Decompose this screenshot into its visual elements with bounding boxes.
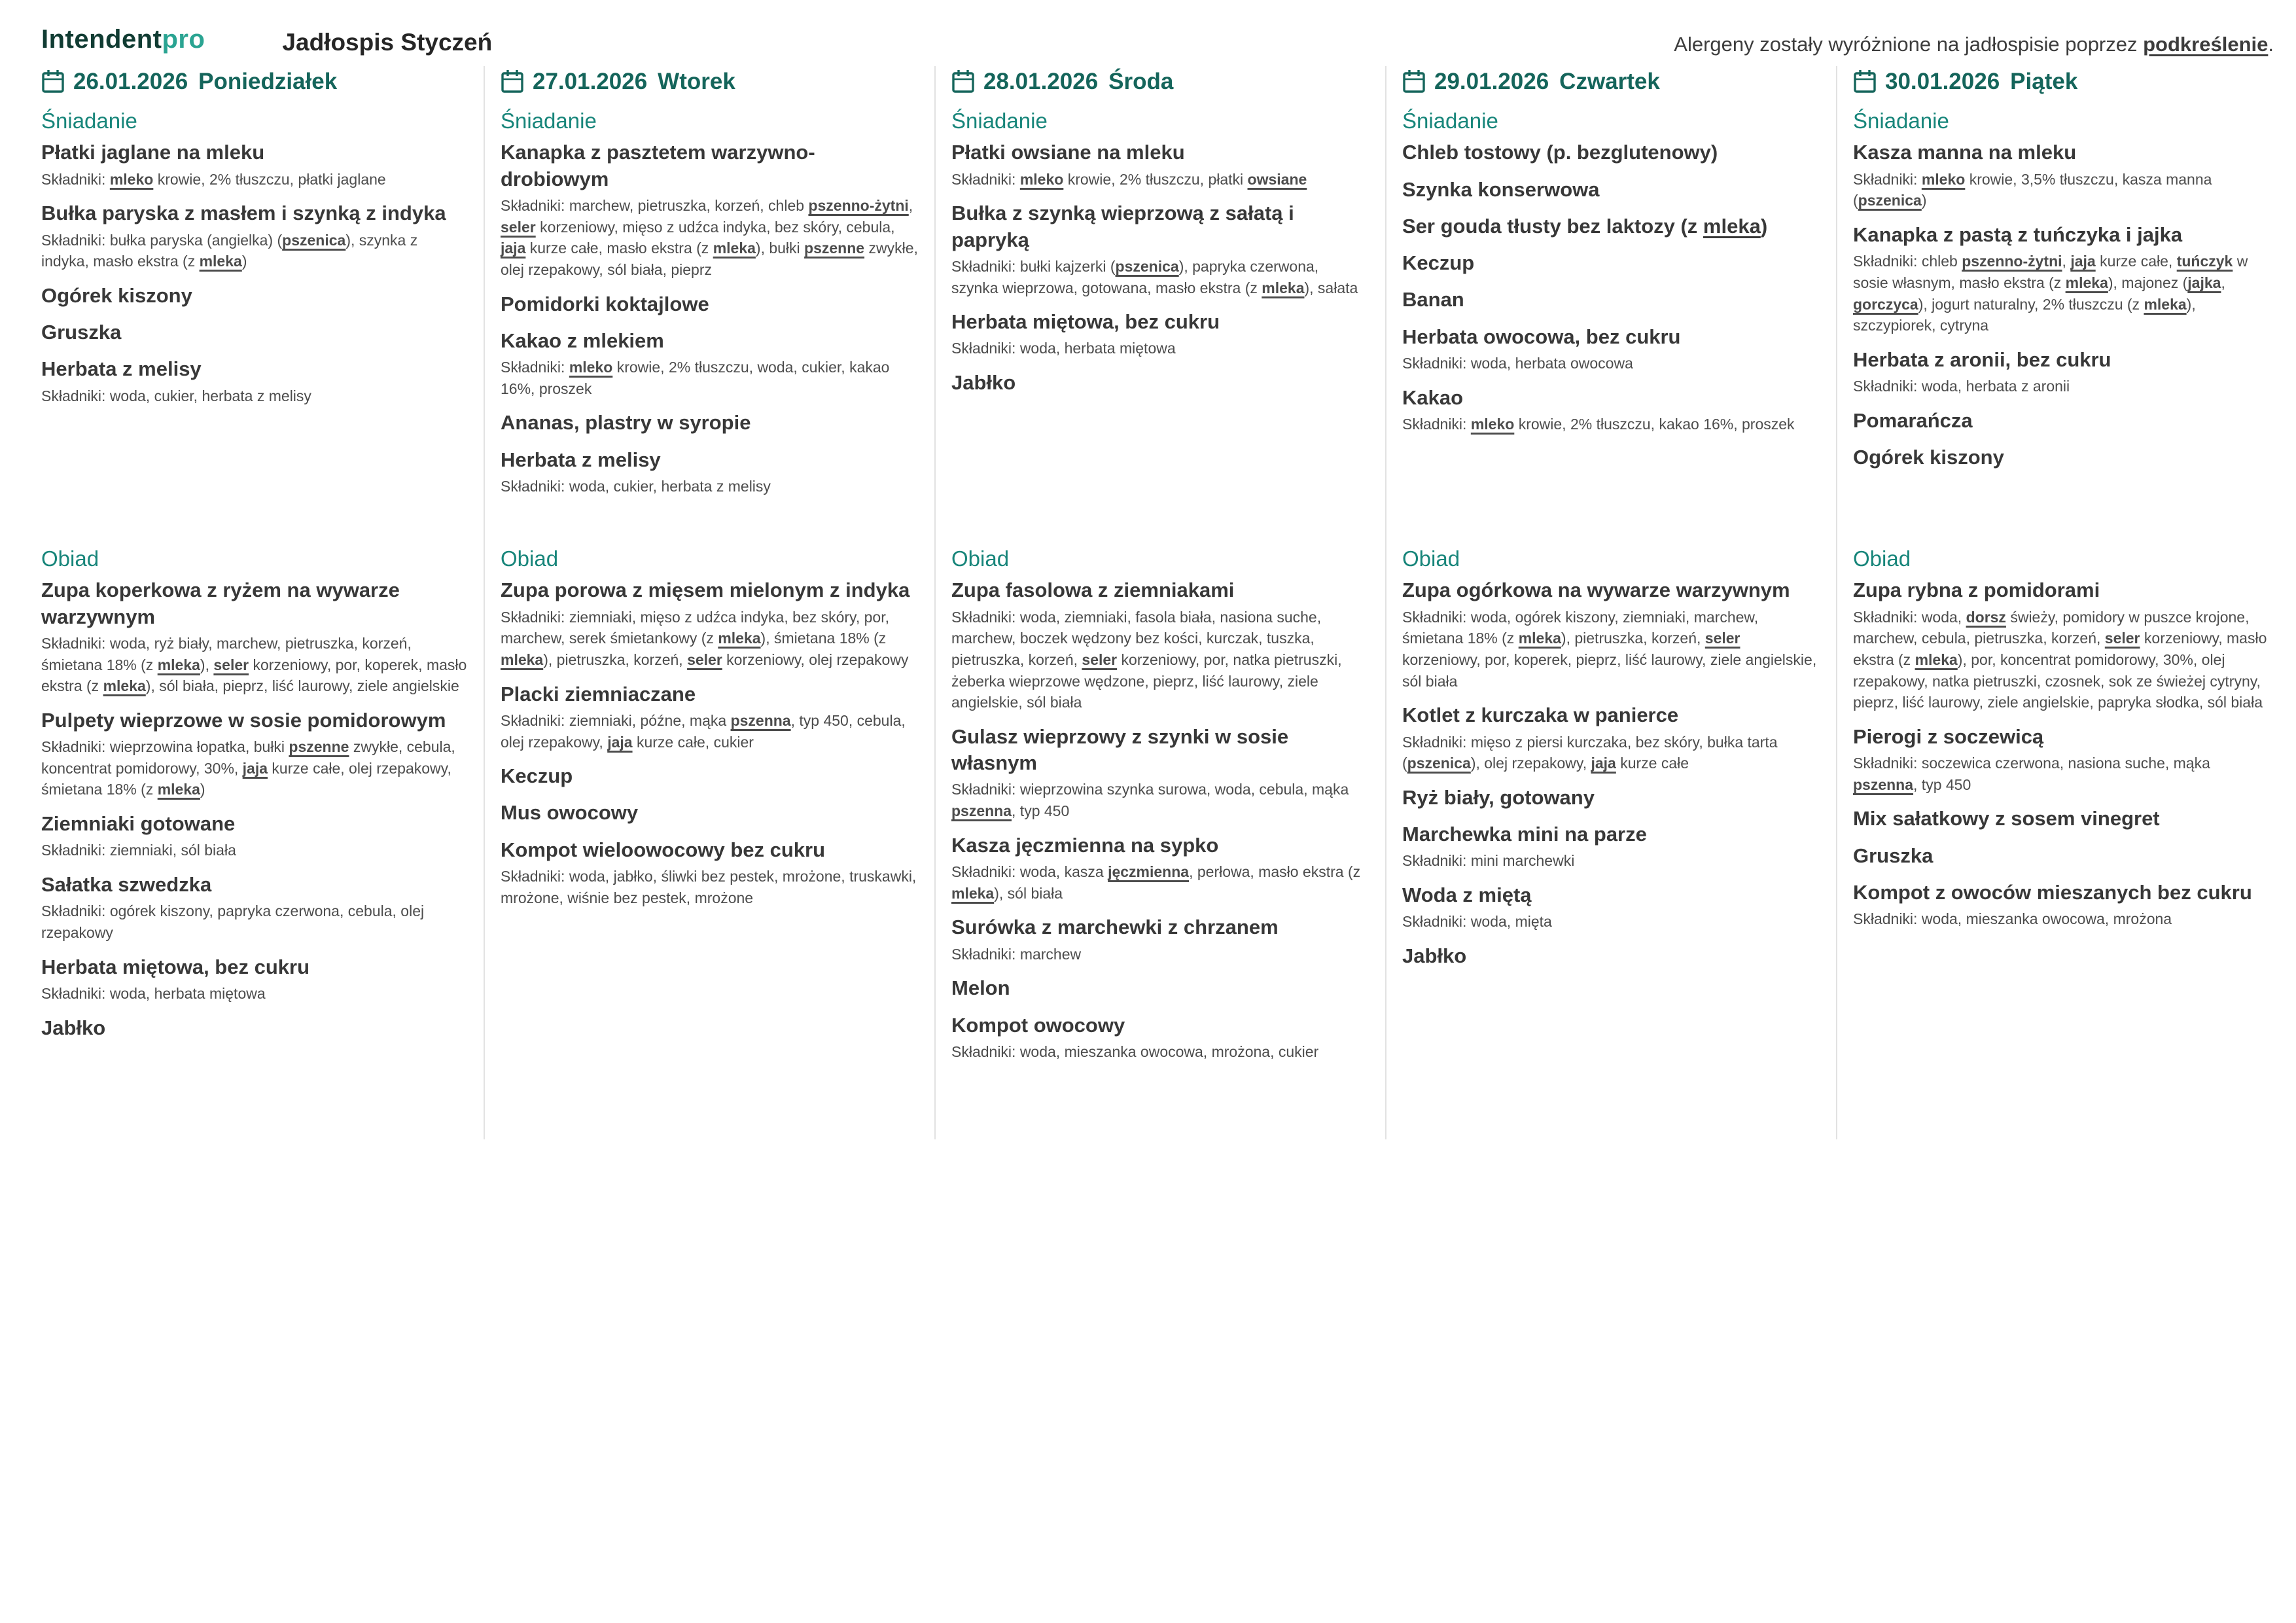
menu-item-name: Jabłko — [951, 371, 1016, 395]
allergen-term: mleka — [718, 630, 761, 647]
day-weekday: Czwartek — [1559, 68, 1660, 94]
menu-item-name: Pomidorki koktajlowe — [501, 292, 709, 315]
meal-section-sniadanie — [501, 109, 919, 531]
allergen-term: pszenne — [289, 738, 349, 756]
allergen-term: pszenica — [1858, 192, 1922, 209]
menu-item-ingredients: Składniki: woda, herbata z aronii — [1853, 378, 2070, 395]
menu-item-ingredients: Składniki: ziemniaki, sól biała — [41, 842, 236, 859]
menu-item-ingredients: Składniki: woda, cukier, herbata z melisy — [41, 387, 311, 404]
meal-section-title: Obiad — [41, 546, 99, 571]
day-column — [934, 66, 1385, 1139]
menu-item-name: Bułka z szynką wieprzową z sałatą i papryką — [951, 202, 1294, 251]
menu-item — [501, 681, 919, 753]
menu-item-name: Keczup — [1402, 251, 1475, 275]
menu-item — [951, 914, 1369, 965]
allergen-note-prefix: Alergeny zostały wyróżnione na jadłospisie poprzez — [1674, 33, 2144, 56]
menu-item-ingredients: Składniki: ziemniaki, mięso z udźca indyka, bez skóry, por, marchew, serek śmietankowy (z mleka), śmietana 18% (z mleka), pietruszka, korzeń, seler korzeniowy, olej rzepakowy — [501, 608, 909, 668]
meal-section-obiad — [1853, 547, 2271, 930]
menu-item-name: Płatki jaglane na mleku — [41, 141, 265, 164]
menu-item — [1853, 843, 2271, 869]
menu-item-name: Ziemniaki gotowane — [41, 812, 236, 836]
menu-item-name: Herbata miętowa, bez cukru — [951, 310, 1220, 334]
allergen-note-highlight: podkreślenie — [2143, 33, 2269, 56]
allergen-term: gorczyca — [1853, 295, 1918, 313]
menu-item-name: Chleb tostowy (p. bezglutenowy) — [1402, 141, 1718, 164]
calendar-icon — [501, 69, 524, 94]
menu-item-ingredients: Składniki: woda, ryż biały, marchew, pietruszka, korzeń, śmietana 18% (z mleka), seler korzeniowy, por, koperek, masło ekstra (z mleka), sól biała, pieprz, liść laurowy, ziele angielskie — [41, 634, 467, 695]
menu-item — [501, 139, 919, 280]
menu-item — [1402, 213, 1820, 240]
menu-item-name: Ogórek kiszony — [41, 283, 192, 307]
day-date: 28.01.2026 — [983, 68, 1099, 94]
menu-item — [1853, 347, 2271, 397]
menu-item-name: Jabłko — [1402, 944, 1467, 968]
allergen-term: mleko — [1019, 170, 1064, 188]
allergen-term: seler — [501, 218, 536, 236]
allergen-term: jaja — [501, 240, 526, 257]
allergen-term: mleko — [569, 359, 613, 376]
menu-item — [1402, 324, 1820, 374]
menu-item-name: Kakao — [1402, 385, 1464, 409]
day-column — [484, 66, 934, 1139]
menu-item-name: Gruszka — [41, 321, 122, 344]
menu-item-name: Surówka z marchewki z chrzanem — [951, 916, 1279, 939]
meal-section-obiad — [1402, 547, 1820, 969]
menu-item — [41, 319, 468, 346]
menu-item — [1853, 880, 2271, 930]
menu-item-ingredients: Składniki: wieprzowina łopatka, bułki pszenne zwykłe, cebula, koncentrat pomidorowy, 30%, jaja kurze całe, olej rzepakowy, śmietana 18% (z mleka) — [41, 738, 455, 798]
menu-item — [951, 724, 1369, 822]
menu-item-name: Ananas, plastry w syropie — [501, 411, 751, 435]
menu-item-ingredients: Składniki: woda, herbata miętowa — [41, 984, 266, 1002]
meal-section-title: Obiad — [1853, 546, 1911, 571]
day-date: 26.01.2026 — [73, 68, 188, 94]
menu-item — [501, 447, 919, 497]
allergen-term: mleka — [2144, 295, 2187, 313]
menu-item-name: Pomarańcza — [1853, 408, 1973, 432]
menu-item-ingredients: Składniki: woda, herbata miętowa — [951, 340, 1176, 357]
menu-item-ingredients: Składniki: woda, ogórek kiszony, ziemniaki, marchew, śmietana 18% (z mleka), pietruszka, korzeń, seler korzeniowy, por, koperek, pieprz, liść laurowy, ziele angielskie, sól biała — [1402, 608, 1817, 690]
allergen-term: mleka — [103, 677, 146, 695]
menu-item-ingredients: Składniki: mleko krowie, 2% tłuszczu, kakao 16%, proszek — [1402, 416, 1795, 433]
menu-item — [951, 577, 1369, 713]
allergen-term: pszenna — [730, 711, 791, 729]
menu-item-ingredients: Składniki: ziemniaki, późne, mąka pszenna, typ 450, cebula, olej rzepakowy, jaja kurze całe, cukier — [501, 711, 906, 751]
menu-item-name: Sałatka szwedzka — [41, 873, 212, 897]
menu-item-name: Pulpety wieprzowe w sosie pomidorowym — [41, 708, 446, 732]
allergen-term: jaja — [242, 759, 268, 777]
meal-section-title: Śniadanie — [951, 109, 1048, 133]
allergen-term: seler — [213, 656, 249, 673]
menu-item — [1853, 444, 2271, 471]
menu-grid — [0, 66, 2296, 1139]
allergen-term: seler — [687, 651, 722, 668]
menu-item-ingredients: Składniki: mini marchewki — [1402, 852, 1575, 870]
day-date: 29.01.2026 — [1434, 68, 1549, 94]
menu-item-ingredients: Składniki: bułki kajzerki (pszenica), papryka czerwona, szynka wieprzowa, gotowana, masło ekstra (z mleka), sałata — [951, 257, 1358, 296]
menu-item — [1402, 577, 1820, 692]
menu-item — [41, 356, 468, 406]
menu-item-name: Gruszka — [1853, 844, 1934, 867]
allergen-term: mleka — [1703, 214, 1761, 238]
allergen-term: mleka — [1915, 651, 1958, 668]
allergen-term: owsiane — [1247, 170, 1307, 188]
day-weekday: Środa — [1108, 68, 1174, 94]
menu-item-ingredients: Składniki: chleb pszenno-żytni, jaja kurze całe, tuńczyk w sosie własnym, masło ekstra (z mleka), majonez (jajka, gorczyca), jogurt naturalny, 2% tłuszczu (z mleka), szczypiorek, cytryna — [1853, 253, 2248, 334]
allergen-term: seler — [2104, 630, 2140, 647]
menu-item — [41, 811, 468, 861]
allergen-term: seler — [1704, 630, 1740, 647]
menu-item — [1402, 943, 1820, 969]
menu-item-name: Szynka konserwowa — [1402, 177, 1600, 201]
allergen-term: dorsz — [1966, 608, 2006, 626]
allergen-term: pszenno-żytni — [1962, 253, 2062, 270]
menu-item — [41, 577, 468, 697]
day-weekday: Poniedziałek — [198, 68, 338, 94]
allergen-note — [1674, 34, 2274, 54]
menu-item-name: Mix sałatkowy z sosem vinegret — [1853, 807, 2160, 830]
menu-item — [41, 200, 468, 272]
menu-item-name: Kakao z mlekiem — [501, 329, 664, 352]
menu-item-ingredients: Składniki: bułka paryska (angielka) (pszenica), szynka z indyka, masło ekstra (z mleka) — [41, 231, 418, 270]
calendar-icon — [951, 69, 975, 94]
menu-item — [501, 291, 919, 317]
menu-item — [1402, 139, 1820, 166]
allergen-term: jaja — [2070, 253, 2096, 270]
allergen-term: pszenica — [1407, 755, 1471, 772]
menu-item — [1402, 250, 1820, 276]
menu-item-name: Ryż biały, gotowany — [1402, 785, 1595, 809]
menu-item — [1402, 821, 1820, 872]
day-header — [501, 69, 919, 94]
meal-section-sniadanie — [1853, 109, 2271, 531]
menu-item-ingredients: Składniki: mleko krowie, 2% tłuszczu, płatki owsiane — [951, 170, 1307, 188]
meal-section-title: Obiad — [1402, 546, 1460, 571]
allergen-term: pszenne — [804, 240, 865, 257]
allergen-term: mleka — [713, 240, 756, 257]
meal-section-obiad — [501, 547, 919, 908]
menu-item-ingredients: Składniki: woda, mieszanka owocowa, mrożona — [1853, 910, 2172, 928]
menu-item — [1853, 806, 2271, 832]
menu-item-name: Herbata z aronii, bez cukru — [1853, 348, 2111, 371]
menu-item-name: Kompot owocowy — [951, 1013, 1125, 1037]
menu-item-name: Zupa rybna z pomidorami — [1853, 579, 2100, 602]
menu-item-name: Melon — [951, 976, 1010, 1000]
meal-section-title: Śniadanie — [41, 109, 137, 133]
menu-item-name: Herbata z melisy — [501, 448, 661, 471]
menu-item-ingredients: Składniki: woda, jabłko, śliwki bez pestek, mrożone, truskawki, mrożone, wiśnie bez pestek, mrożone — [501, 868, 917, 906]
day-weekday: Piątek — [2010, 68, 2078, 94]
allergen-term: mleka — [2065, 274, 2108, 291]
allergen-term: tuńczyk — [2176, 253, 2233, 270]
menu-item — [1402, 385, 1820, 435]
menu-item-name: Woda z miętą — [1402, 883, 1532, 907]
menu-item-name: Jabłko — [41, 1016, 106, 1039]
app-logo-primary: Intendent — [41, 25, 162, 54]
menu-item — [951, 309, 1369, 359]
meal-section-title: Obiad — [951, 546, 1010, 571]
menu-item — [41, 707, 468, 800]
allergen-term: pszenna — [951, 802, 1012, 820]
menu-item-name: Banan — [1402, 288, 1464, 312]
allergen-term: jaja — [607, 733, 633, 751]
menu-item — [1853, 724, 2271, 796]
menu-item-name: Zupa koperkowa z ryżem na wywarze warzywnym — [41, 579, 400, 628]
meal-section-obiad — [41, 547, 468, 1041]
allergen-term: pszenno-żytni — [808, 196, 909, 214]
allergen-term: mleka — [951, 884, 995, 902]
menu-item-name: Kompot wieloowocowy bez cukru — [501, 838, 826, 861]
menu-item — [501, 837, 919, 909]
page-title: Jadłospis Styczeń — [282, 29, 493, 56]
allergen-term: pszenna — [1853, 776, 1914, 793]
menu-item — [501, 328, 919, 400]
allergen-term: seler — [1082, 651, 1118, 668]
menu-item-ingredients: Składniki: woda, kasza jęczmienna, perłowa, masło ekstra (z mleka), sól biała — [951, 863, 1361, 902]
day-column — [1836, 66, 2287, 1139]
meal-section-title: Śniadanie — [501, 109, 597, 133]
menu-item-ingredients: Składniki: woda, mięta — [1402, 913, 1552, 931]
allergen-term: mleko — [1470, 416, 1515, 433]
menu-item-ingredients: Składniki: mleko krowie, 3,5% tłuszczu, kasza manna (pszenica) — [1853, 170, 2212, 209]
allergen-term: mleka — [1262, 279, 1305, 296]
allergen-term: mleka — [157, 656, 200, 673]
day-header — [951, 69, 1369, 94]
menu-item-name: Zupa porowa z mięsem mielonym z indyka — [501, 579, 910, 602]
allergen-term: mleko — [109, 170, 154, 188]
meal-section-title: Śniadanie — [1402, 109, 1498, 133]
day-header — [1853, 69, 2271, 94]
allergen-note-suffix: . — [2268, 33, 2274, 56]
menu-item-name: Kasza jęczmienna na sypko — [951, 833, 1219, 857]
menu-item — [41, 872, 468, 944]
allergen-term: jęczmienna — [1108, 863, 1190, 881]
menu-item-name: Kanapka z pasztetem warzywno-drobiowym — [501, 141, 815, 190]
menu-item-ingredients: Składniki: woda, herbata owocowa — [1402, 355, 1633, 372]
meal-section-sniadanie — [1402, 109, 1820, 531]
menu-item — [1402, 785, 1820, 811]
day-date: 27.01.2026 — [533, 68, 648, 94]
menu-item — [501, 800, 919, 826]
menu-item — [1402, 882, 1820, 933]
meal-section-obiad — [951, 547, 1369, 1063]
calendar-icon — [1402, 69, 1426, 94]
allergen-term: mleka — [1518, 630, 1561, 647]
menu-item — [41, 954, 468, 1005]
menu-item — [41, 1015, 468, 1041]
menu-item-name: Gulasz wieprzowy z szynki w sosie własnym — [951, 724, 1289, 775]
day-column — [1385, 66, 1836, 1139]
menu-item — [1853, 139, 2271, 211]
menu-item-ingredients: Składniki: woda, ziemniaki, fasola biała, nasiona suche, marchew, boczek wędzony bez kości, kurczak, tuszka, pietruszka, korzeń, seler korzeniowy, por, natka pietruszki, żeberka wieprzowe wędzone, pieprz, liść laurowy, ziele angielskie, sól biała — [951, 608, 1342, 711]
menu-item-name: Zupa fasolowa z ziemniakami — [951, 579, 1235, 602]
day-header — [41, 69, 468, 94]
menu-item-ingredients: Składniki: woda, dorsz świeży, pomidory w puszce krojone, marchew, cebula, pietruszka, korzeń, seler korzeniowy, masło ekstra (z mleka), por, koncentrat pomidorowy, 30%, olej rzepakowy, natka pietruszki, czosnek, sok ze świeżej cytryny, pieprz, liść laurowy, ziele angielskie, papryka słodka, sól biała — [1853, 608, 2267, 711]
menu-item-ingredients: Składniki: marchew, pietruszka, korzeń, chleb pszenno-żytni, seler korzeniowy, mięso z udźca indyka, bez skóry, cebula, jaja kurze całe, masło ekstra (z mleka), bułki pszenne zwykłe, olej rzepakowy, sól biała, pieprz — [501, 196, 918, 278]
menu-item-name: Kanapka z pastą z tuńczyka i jajka — [1853, 223, 2183, 246]
day-weekday: Wtorek — [658, 68, 735, 94]
day-header — [1402, 69, 1820, 94]
menu-item-name: Herbata z melisy — [41, 357, 202, 381]
menu-item-name: Placki ziemniaczane — [501, 682, 696, 705]
menu-item-name: Mus owocowy — [501, 801, 639, 825]
app-logo — [41, 26, 205, 52]
menu-item — [501, 577, 919, 670]
app-logo-secondary: pro — [162, 25, 205, 54]
allergen-term: mleka — [199, 253, 242, 270]
allergen-term: pszenica — [282, 231, 346, 249]
allergen-term: jaja — [1591, 755, 1616, 772]
menu-item — [951, 832, 1369, 904]
menu-item — [951, 1012, 1369, 1063]
calendar-icon — [1853, 69, 1877, 94]
menu-item — [1402, 287, 1820, 313]
menu-item-name: Kotlet z kurczaka w panierce — [1402, 704, 1679, 727]
menu-item-ingredients: Składniki: woda, mieszanka owocowa, mrożona, cukier — [951, 1043, 1319, 1060]
allergen-term: mleka — [501, 651, 544, 668]
menu-item — [41, 139, 468, 190]
meal-section-title: Śniadanie — [1853, 109, 1949, 133]
menu-item-ingredients: Składniki: soczewica czerwona, nasiona suche, mąka pszenna, typ 450 — [1853, 755, 2210, 793]
menu-item-name: Herbata miętowa, bez cukru — [41, 955, 310, 978]
allergen-term: jajka — [2187, 274, 2221, 291]
menu-item-ingredients: Składniki: marchew — [951, 945, 1082, 963]
page-header — [0, 0, 2296, 57]
day-date: 30.01.2026 — [1885, 68, 2000, 94]
menu-item-ingredients: Składniki: wieprzowina szynka surowa, woda, cebula, mąka pszenna, typ 450 — [951, 781, 1349, 820]
menu-item — [501, 763, 919, 789]
menu-item-name: Ser gouda tłusty bez laktozy (z mleka) — [1402, 214, 1768, 238]
allergen-term: mleka — [157, 781, 200, 798]
calendar-icon — [41, 69, 65, 94]
day-column — [33, 66, 484, 1139]
menu-item-name: Keczup — [501, 764, 573, 788]
menu-item-name: Kasza manna na mleku — [1853, 141, 2077, 164]
menu-item — [951, 200, 1369, 298]
menu-item-ingredients: Składniki: woda, cukier, herbata z melisy — [501, 478, 771, 495]
meal-section-sniadanie — [951, 109, 1369, 531]
allergen-term: pszenica — [1115, 257, 1179, 275]
menu-item-name: Kompot z owoców mieszanych bez cukru — [1853, 881, 2252, 904]
meal-section-sniadanie — [41, 109, 468, 531]
menu-item-name: Ogórek kiszony — [1853, 446, 2004, 469]
menu-item — [1402, 702, 1820, 774]
menu-item-ingredients: Składniki: mleko krowie, 2% tłuszczu, płatki jaglane — [41, 170, 386, 188]
menu-item — [41, 283, 468, 309]
menu-item — [951, 139, 1369, 190]
menu-item-name: Marchewka mini na parze — [1402, 823, 1647, 846]
menu-item-ingredients: Składniki: mięso z piersi kurczaka, bez skóry, bułka tarta (pszenica), olej rzepakowy, jaja kurze całe — [1402, 733, 1778, 772]
menu-item-name: Pierogi z soczewicą — [1853, 724, 2044, 748]
menu-item-name: Zupa ogórkowa na wywarze warzywnym — [1402, 579, 1790, 602]
menu-item — [1853, 222, 2271, 336]
menu-item — [951, 370, 1369, 396]
meal-section-title: Obiad — [501, 546, 559, 571]
menu-item — [951, 975, 1369, 1001]
allergen-term: mleko — [1921, 170, 1966, 188]
menu-item-ingredients: Składniki: mleko krowie, 2% tłuszczu, woda, cukier, kakao 16%, proszek — [501, 359, 890, 397]
menu-item — [1853, 408, 2271, 434]
menu-item — [1402, 177, 1820, 203]
menu-item — [501, 410, 919, 436]
menu-item-name: Płatki owsiane na mleku — [951, 141, 1185, 164]
menu-item-name: Bułka paryska z masłem i szynką z indyka — [41, 202, 446, 225]
menu-item — [1853, 577, 2271, 713]
menu-item-ingredients: Składniki: ogórek kiszony, papryka czerwona, cebula, olej rzepakowy — [41, 902, 425, 942]
menu-item-name: Herbata owocowa, bez cukru — [1402, 325, 1681, 348]
